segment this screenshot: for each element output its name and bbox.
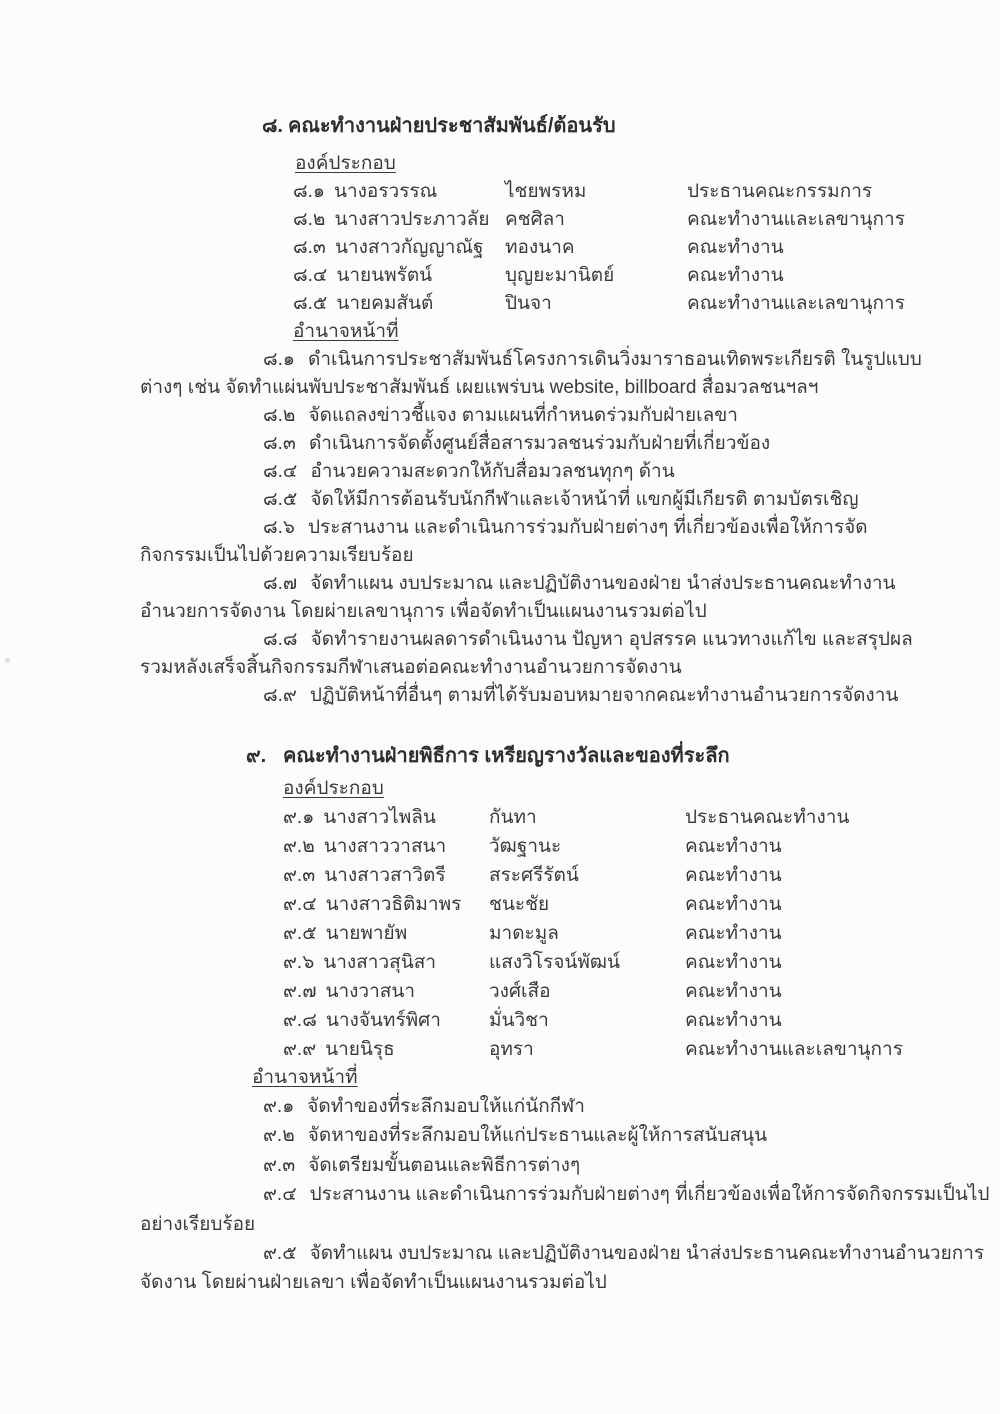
member-number: ๙.๓ <box>283 865 316 886</box>
scan-artifact-dot <box>5 658 10 663</box>
duty-text: ต่างๆ เช่น จัดทำแผ่นพับประชาสัมพันธ์ เผยแพร่บน website, billboard สื่อมวลชนฯลฯ <box>140 377 819 398</box>
member-number: ๘.๔ <box>293 265 328 286</box>
section-9-duties-heading: อำนาจหน้าที่ <box>252 1067 358 1088</box>
duty-number: ๙.๕ <box>263 1242 297 1264</box>
member-number: ๘.๑ <box>293 181 325 202</box>
duty-line <box>140 598 880 626</box>
member-number: ๙.๕ <box>283 923 317 944</box>
duty-line <box>140 1121 880 1150</box>
duty-text: อำนวยการจัดงาน โดยผ่ายเลขานุการ เพื่อจัดทำเป็นแผนงานรวมต่อไป <box>140 601 707 622</box>
member-role: คณะทำงานและเลขานุการ <box>687 293 905 314</box>
member-row <box>283 832 880 861</box>
member-surname: ไชยพรหม <box>505 181 587 202</box>
member-role: คณะทำงาน <box>685 865 782 886</box>
member-surname: คชศิลา <box>505 209 565 230</box>
duty-line <box>140 514 880 542</box>
duty-number: ๘.๖ <box>263 517 295 538</box>
section-8-heading <box>262 112 880 140</box>
duty-number: ๘.๔ <box>263 461 298 482</box>
duty-text: อย่างเรียบร้อย <box>140 1213 256 1235</box>
member-row <box>283 861 880 890</box>
duty-text: จัดทำแผน งบประมาณ และปฏิบัติงานของฝ่าย นำส่งประธานคณะทำงานอำนวยการ <box>309 1242 985 1264</box>
member-number: ๙.๘ <box>283 1010 317 1031</box>
member-role: คณะทำงาน <box>685 1010 782 1031</box>
member-row <box>293 206 905 234</box>
member-row <box>283 1035 903 1064</box>
member-first-name: นายนพรัตน์ <box>336 265 433 286</box>
duty-number: ๙.๓ <box>263 1154 296 1176</box>
duty-line <box>140 1180 990 1209</box>
duty-line <box>140 402 880 430</box>
member-role: คณะทำงานและเลขานุการ <box>685 1039 903 1060</box>
section-8-duties-heading: อำนาจหน้าที่ <box>293 321 399 342</box>
member-row <box>293 262 880 290</box>
duty-text: จัดทำของที่ระลึกมอบให้แก่นักกีฬา <box>307 1096 585 1117</box>
section-9-title: คณะทำงานฝ่ายพิธีการ เหรียญรางวัลและของที่ระลึก <box>283 745 730 767</box>
member-first-name: นางอรวรรณ <box>334 181 438 202</box>
duty-line <box>140 1268 880 1297</box>
duty-number: ๘.๓ <box>263 433 296 454</box>
duty-text: ประสานงาน และดำเนินการร่วมกับฝ่ายต่างๆ ที่เกี่ยวข้องเพื่อให้การจัด <box>308 517 868 538</box>
section-9-composition-heading: องค์ประกอบ <box>283 778 384 799</box>
member-row <box>283 1006 880 1035</box>
member-surname: วัฒฐานะ <box>489 836 562 857</box>
member-number: ๙.๙ <box>283 1039 317 1060</box>
section-8-number: ๘. <box>262 115 283 137</box>
member-number: ๙.๑ <box>283 807 315 828</box>
member-first-name: นายนิรุธ <box>325 1039 395 1060</box>
duty-text: จัดทำแผน งบประมาณ และปฏิบัติงานของฝ่าย นำส่งประธานคณะทำงาน <box>310 573 896 594</box>
section-8-members-list <box>140 178 905 318</box>
member-row <box>293 290 905 318</box>
duty-line <box>140 1092 880 1121</box>
member-first-name: นายคมสันต์ <box>336 293 434 314</box>
member-row <box>293 234 880 262</box>
duty-line <box>140 570 896 598</box>
member-surname: มาดะมูล <box>489 923 559 944</box>
member-role: คณะทำงาน <box>687 237 784 258</box>
document-content <box>140 112 990 1298</box>
duty-number: ๙.๑ <box>263 1096 295 1117</box>
member-number: ๘.๓ <box>293 237 326 258</box>
member-number: ๙.๖ <box>283 952 315 973</box>
duty-text: จัดให้มีการต้อนรับนักกีฬาและเจ้าหน้าที่ แขกผู้มีเกียรติ ตามบัตรเชิญ <box>310 489 859 510</box>
member-number: ๘.๕ <box>293 293 328 314</box>
member-role: คณะทำงาน <box>685 952 782 973</box>
member-role: คณะทำงาน <box>687 265 784 286</box>
member-role: คณะทำงาน <box>685 981 782 1002</box>
member-surname: แสงวิโรจน์พัฒน์ <box>489 952 620 973</box>
member-surname: ปินจา <box>505 293 552 314</box>
duty-text: จัดงาน โดยผ่านฝ่ายเลขา เพื่อจัดทำเป็นแผนงานรวมต่อไป <box>140 1272 607 1294</box>
duty-line <box>140 486 880 514</box>
duty-line <box>140 374 880 402</box>
duty-text: กิจกรรมเป็นไปด้วยความเรียบร้อย <box>140 545 414 566</box>
member-role: คณะทำงาน <box>685 836 782 857</box>
member-role: ประธานคณะกรรมการ <box>687 181 873 202</box>
member-surname: วงศ์เสือ <box>489 981 551 1002</box>
member-first-name: นางสาวประภาวลัย <box>334 209 490 230</box>
member-role: คณะทำงาน <box>685 894 782 915</box>
duty-line <box>140 682 899 710</box>
member-first-name: นางจันทร์พิศา <box>325 1010 441 1031</box>
member-row <box>283 803 880 832</box>
section-9-duties-list <box>140 1092 990 1298</box>
duty-line <box>140 1210 880 1239</box>
duty-text: ดำเนินการประชาสัมพันธ์โครงการเดินวิ่งมาราธอนเทิดพระเกียรติ ในรูปแบบ <box>308 349 922 370</box>
member-surname: กันทา <box>489 807 537 828</box>
member-number: ๙.๔ <box>283 894 317 915</box>
duty-text: จัดทำรายงานผลดารดำเนินงาน ปัญหา อุปสรรค แนวทางแก้ไข และสรุปผล <box>310 629 913 650</box>
section-9-heading <box>246 742 880 770</box>
member-role: คณะทำงาน <box>685 923 782 944</box>
duty-line <box>140 346 922 374</box>
member-row <box>293 178 880 206</box>
member-surname: ชนะชัย <box>489 894 550 915</box>
duty-number: ๘.๘ <box>263 629 298 650</box>
duty-line <box>140 542 880 570</box>
member-surname: สระศรีรัตน์ <box>489 865 579 886</box>
section-8-title: คณะทำงานฝ่ายประชาสัมพันธ์/ต้อนรับ <box>288 115 616 137</box>
duty-text: จัดแถลงข่าวชี้แจง ตามแผนที่กำหนดร่วมกับฝ่ายเลขา <box>308 405 738 426</box>
duty-text: ปฏิบัติหน้าที่อื่นๆ ตามที่ได้รับมอบหมายจากคณะทำงานอำนวยการจัดงาน <box>309 685 899 706</box>
section-9 <box>140 742 990 1298</box>
duty-line <box>140 1239 985 1268</box>
member-role: คณะทำงานและเลขานุการ <box>687 209 905 230</box>
duty-number: ๘.๙ <box>263 685 297 706</box>
duty-text: ประสานงาน และดำเนินการร่วมกับฝ่ายต่างๆ ที่เกี่ยวข้องเพื่อให้การจัดกิจกรรมเป็นไป <box>309 1184 990 1206</box>
section-9-number: ๙. <box>246 745 267 767</box>
member-surname: บุญยะมานิตย์ <box>505 265 615 286</box>
duty-text: รวมหลังเสร็จสิ้นกิจกรรมกีฬาเสนอต่อคณะทำงานอำนวยการจัดงาน <box>140 657 682 678</box>
section-8-composition-heading: องค์ประกอบ <box>295 153 396 174</box>
member-surname: มั่นวิชา <box>489 1010 549 1031</box>
section-9-members-list <box>140 803 903 1064</box>
member-number: ๙.๗ <box>283 981 317 1002</box>
member-row <box>283 948 880 977</box>
duty-number: ๘.๑ <box>263 349 295 370</box>
duty-text: จัดเตรียมขั้นตอนและพิธีการต่างๆ <box>308 1154 581 1176</box>
member-first-name: นางสาววาสนา <box>323 836 447 857</box>
duty-number: ๙.๒ <box>263 1125 295 1147</box>
member-first-name: นางสาวธิติมาพร <box>325 894 462 915</box>
member-row <box>283 890 880 919</box>
member-row <box>283 919 880 948</box>
member-number: ๙.๒ <box>283 836 315 857</box>
duty-text: จัดหาของที่ระลึกมอบให้แก่ประธานและผู้ให้การสนับสนุน <box>307 1125 768 1147</box>
duty-line <box>140 458 880 486</box>
duty-text: ดำเนินการจัดตั้งศูนย์สื่อสารมวลชนร่วมกับฝ่ายที่เกี่ยวข้อง <box>308 433 771 454</box>
member-number: ๘.๒ <box>293 209 326 230</box>
member-first-name: นางสาวสุนิสา <box>323 952 436 973</box>
section-8 <box>140 112 922 710</box>
duty-number: ๘.๕ <box>263 489 298 510</box>
duty-number: ๘.๒ <box>263 405 296 426</box>
member-surname: ทองนาค <box>505 237 575 258</box>
member-row <box>283 977 880 1006</box>
section-8-duties-list <box>140 346 922 710</box>
duty-line <box>140 1151 880 1180</box>
member-first-name: นางวาสนา <box>325 981 416 1002</box>
duty-number: ๘.๗ <box>263 573 298 594</box>
duty-line <box>140 430 880 458</box>
duty-number: ๙.๔ <box>263 1184 297 1206</box>
member-first-name: นางสาวกัญญาณัฐ <box>334 237 484 258</box>
member-role: ประธานคณะทำงาน <box>685 807 850 828</box>
member-first-name: นายพายัพ <box>325 923 408 944</box>
member-first-name: นางสาวไพลิน <box>323 807 436 828</box>
member-first-name: นางสาวสาวิตรี <box>324 865 446 886</box>
duty-line <box>140 654 880 682</box>
duty-text: อำนวยความสะดวกให้กับสื่อมวลชนทุกๆ ด้าน <box>310 461 675 482</box>
duty-line <box>140 626 913 654</box>
member-surname: อุทรา <box>489 1039 534 1060</box>
